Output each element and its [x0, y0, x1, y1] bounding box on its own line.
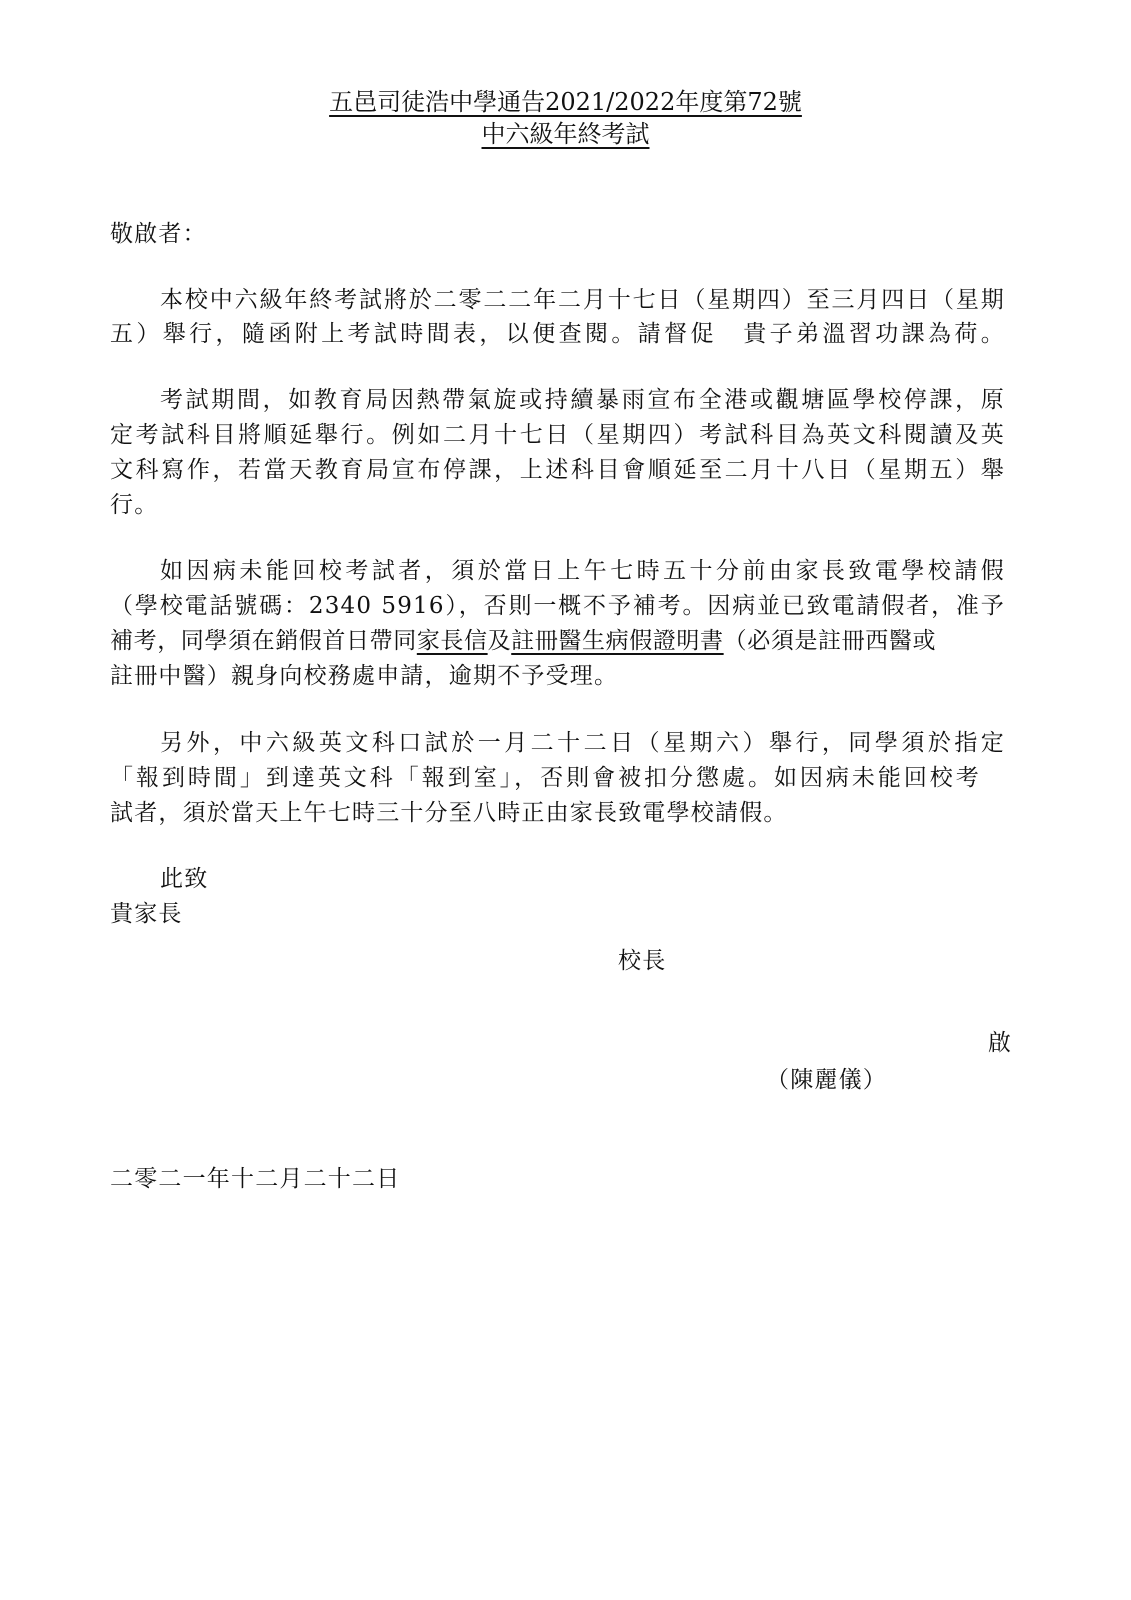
closing-recipient: 貴家長: [110, 901, 183, 927]
notice-title: 五邑司徒浩中學通告2021/2022年度第72號: [329, 88, 802, 116]
medical-certificate-underlined: 註冊醫生病假證明書: [511, 628, 724, 654]
paragraph-2-line-3: 文科寫作，若當天教育局宣布停課，上述科目會順延至二月十八日（星期五）舉: [110, 457, 1005, 483]
paragraph-4-line-3: 試者，須於當天上午七時三十分至八時正由家長致電學校請假。: [110, 800, 788, 826]
paragraph-2-line-1: 考試期間，如教育局因熱帶氣旋或持續暴雨宣布全港或觀塘區學校停課，原: [160, 387, 1005, 413]
principal-name: （陳麗儀）: [766, 1067, 887, 1093]
paragraph-1-line-1: 本校中六級年終考試將於二零二二年二月十七日（星期四）至三月四日（星期: [160, 287, 1005, 313]
closing-cizhi: 此致: [160, 866, 209, 892]
paragraph-3-line-3: 補考，同學須在銷假首日帶同家長信及註冊醫生病假證明書（必須是註冊西醫或: [110, 628, 937, 654]
paragraph-3-line-4: 註冊中醫）親身向校務處申請，逾期不予受理。: [110, 663, 619, 689]
paragraph-4-line-2: 「報到時間」到達英文科「報到室」，否則會被扣分懲處。如因病未能回校考: [110, 765, 980, 791]
salutation: 敬啟者：: [110, 221, 207, 247]
paragraph-2-line-2: 定考試科目將順延舉行。例如二月十七日（星期四）考試科目為英文科閱讀及英: [110, 422, 1005, 448]
principal-title: 校長: [618, 948, 667, 974]
notice-date: 二零二一年十二月二十二日: [110, 1166, 401, 1192]
closing-qi: 啟: [988, 1030, 1013, 1056]
notice-subtitle: 中六級年終考試: [481, 120, 650, 148]
paragraph-3-line-2: （學校電話號碼：2340 5916），否則一概不予補考。因病並已致電請假者，准予: [110, 593, 1005, 619]
paragraph-1-line-2: 五）舉行，隨函附上考試時間表，以便查閱。請督促 貴子弟溫習功課為荷。: [110, 321, 1005, 347]
paragraph-4-line-1: 另外，中六級英文科口試於一月二十二日（星期六）舉行，同學須於指定: [160, 730, 1005, 756]
paragraph-2-line-4: 行。: [110, 492, 159, 518]
parent-letter-underlined: 家長信: [416, 628, 488, 654]
paragraph-3-line-1: 如因病未能回校考試者，須於當日上午七時五十分前由家長致電學校請假: [160, 558, 1005, 584]
